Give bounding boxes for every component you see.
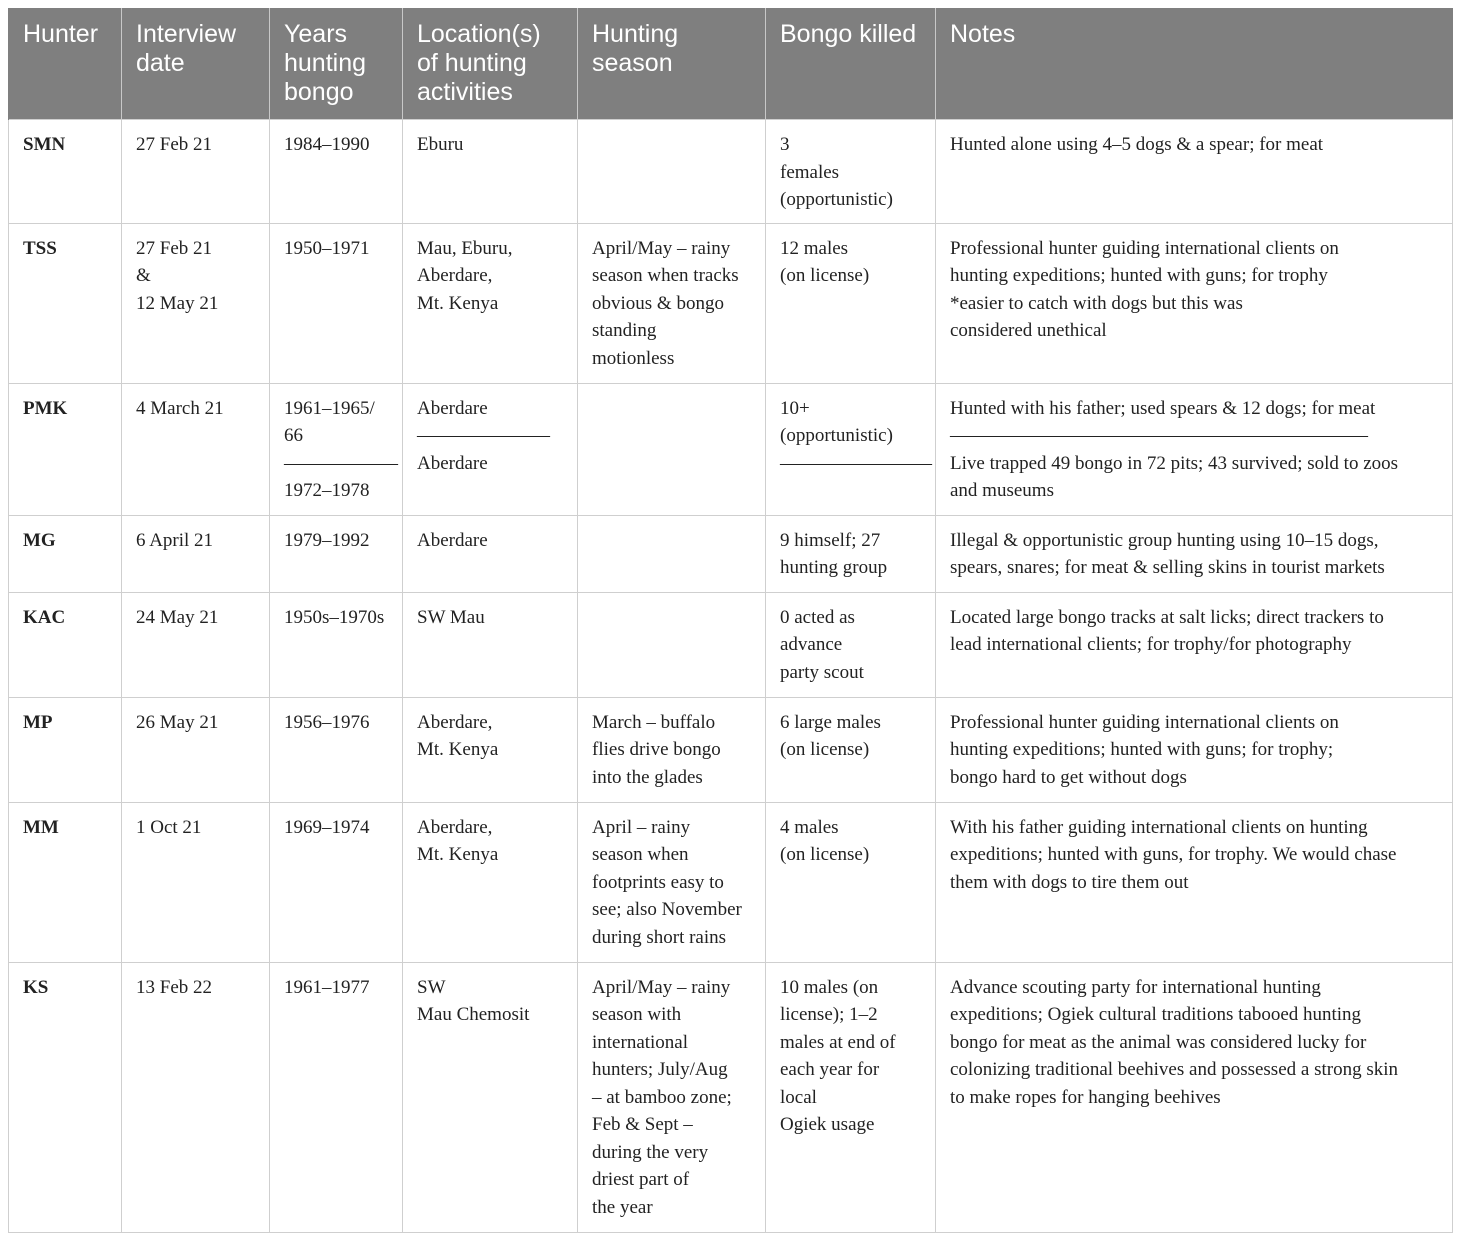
- cell-killed: 10+ (opportunistic) ————————: [766, 383, 936, 515]
- cell-location: Aberdare, Mt. Kenya: [403, 802, 578, 962]
- header-years-hunting: Years hunting bongo: [270, 8, 403, 120]
- cell-notes: Advance scouting party for international hunting expeditions; Ogiek cultural traditions tabooed hunting bongo for meat as the animal was considered lucky for colonizing traditional beehives and possessed a strong skin to make ropes for hanging beehives: [936, 962, 1453, 1232]
- cell-date: 6 April 21: [122, 515, 270, 592]
- cell-hunter: SMN: [9, 120, 122, 224]
- cell-date: 1 Oct 21: [122, 802, 270, 962]
- header-interview-date: Interview date: [122, 8, 270, 120]
- cell-date: 26 May 21: [122, 697, 270, 802]
- cell-season: [578, 120, 766, 224]
- cell-location: SW Mau Chemosit: [403, 962, 578, 1232]
- cell-hunter: TSS: [9, 223, 122, 383]
- cell-season: [578, 592, 766, 697]
- cell-notes: Located large bongo tracks at salt licks; direct trackers to lead international clients; for trophy/for photography: [936, 592, 1453, 697]
- cell-years: 1961–1965/ 66 —————— 1972–1978: [270, 383, 403, 515]
- cell-date: 27 Feb 21 & 12 May 21: [122, 223, 270, 383]
- cell-location: Eburu: [403, 120, 578, 224]
- cell-date: 4 March 21: [122, 383, 270, 515]
- cell-date: 24 May 21: [122, 592, 270, 697]
- cell-date: 13 Feb 22: [122, 962, 270, 1232]
- cell-years: 1984–1990: [270, 120, 403, 224]
- table-row: [9, 962, 1453, 1232]
- cell-season: [578, 515, 766, 592]
- cell-season: April – rainy season when footprints easy to see; also November during short rains: [578, 802, 766, 962]
- cell-killed: 0 acted as advance party scout: [766, 592, 936, 697]
- cell-hunter: KAC: [9, 592, 122, 697]
- header-bongo-killed: Bongo killed: [766, 8, 936, 120]
- cell-season: April/May – rainy season with international hunters; July/Aug – at bamboo zone; Feb & Sept – during the very driest part of the year: [578, 962, 766, 1232]
- cell-notes: Illegal & opportunistic group hunting using 10–15 dogs, spears, snares; for meat & selling skins in tourist markets: [936, 515, 1453, 592]
- header-locations: Location(s) of hunting activities: [403, 8, 578, 120]
- cell-location: SW Mau: [403, 592, 578, 697]
- cell-hunter: MP: [9, 697, 122, 802]
- cell-hunter: PMK: [9, 383, 122, 515]
- cell-years: 1950s–1970s: [270, 592, 403, 697]
- cell-killed: 12 males (on license): [766, 223, 936, 383]
- cell-location: Aberdare: [403, 515, 578, 592]
- cell-killed: 10 males (on license); 1–2 males at end of each year for local Ogiek usage: [766, 962, 936, 1232]
- table-row: [9, 592, 1453, 697]
- header-notes: Notes: [936, 8, 1453, 120]
- cell-notes: Professional hunter guiding international clients on hunting expeditions; hunted with guns; for trophy; bongo hard to get without dogs: [936, 697, 1453, 802]
- cell-location: Aberdare, Mt. Kenya: [403, 697, 578, 802]
- table-row: [9, 120, 1453, 224]
- cell-notes: Professional hunter guiding international clients on hunting expeditions; hunted with guns; for trophy *easier to catch with dogs but this was considered unethical: [936, 223, 1453, 383]
- table-row: [9, 383, 1453, 515]
- cell-killed: 9 himself; 27 hunting group: [766, 515, 936, 592]
- cell-location: Aberdare ——————— Aberdare: [403, 383, 578, 515]
- cell-hunter: MM: [9, 802, 122, 962]
- cell-years: 1979–1992: [270, 515, 403, 592]
- cell-years: 1950–1971: [270, 223, 403, 383]
- header-hunting-season: Hunting season: [578, 8, 766, 120]
- table-row: [9, 802, 1453, 962]
- cell-notes: With his father guiding international clients on hunting expeditions; hunted with guns, for trophy. We would chase them with dogs to tire them out: [936, 802, 1453, 962]
- cell-years: 1969–1974: [270, 802, 403, 962]
- table-row: [9, 515, 1453, 592]
- table-header-row: [9, 8, 1453, 120]
- hunter-interview-table: [8, 8, 1453, 1233]
- table-row: [9, 223, 1453, 383]
- cell-date: 27 Feb 21: [122, 120, 270, 224]
- table-row: [9, 697, 1453, 802]
- cell-notes: Hunted with his father; used spears & 12 dogs; for meat —————————————————————— Live trapped 49 bongo in 72 pits; 43 survived; sold to zoos and museums: [936, 383, 1453, 515]
- cell-hunter: KS: [9, 962, 122, 1232]
- cell-years: 1961–1977: [270, 962, 403, 1232]
- cell-killed: 6 large males (on license): [766, 697, 936, 802]
- cell-location: Mau, Eburu, Aberdare, Mt. Kenya: [403, 223, 578, 383]
- cell-years: 1956–1976: [270, 697, 403, 802]
- cell-killed: 4 males (on license): [766, 802, 936, 962]
- cell-hunter: MG: [9, 515, 122, 592]
- cell-season: March – buffalo flies drive bongo into the glades: [578, 697, 766, 802]
- cell-notes: Hunted alone using 4–5 dogs & a spear; for meat: [936, 120, 1453, 224]
- cell-season: April/May – rainy season when tracks obvious & bongo standing motionless: [578, 223, 766, 383]
- header-hunter: Hunter: [9, 8, 122, 120]
- cell-killed: 3 females (opportunistic): [766, 120, 936, 224]
- cell-season: [578, 383, 766, 515]
